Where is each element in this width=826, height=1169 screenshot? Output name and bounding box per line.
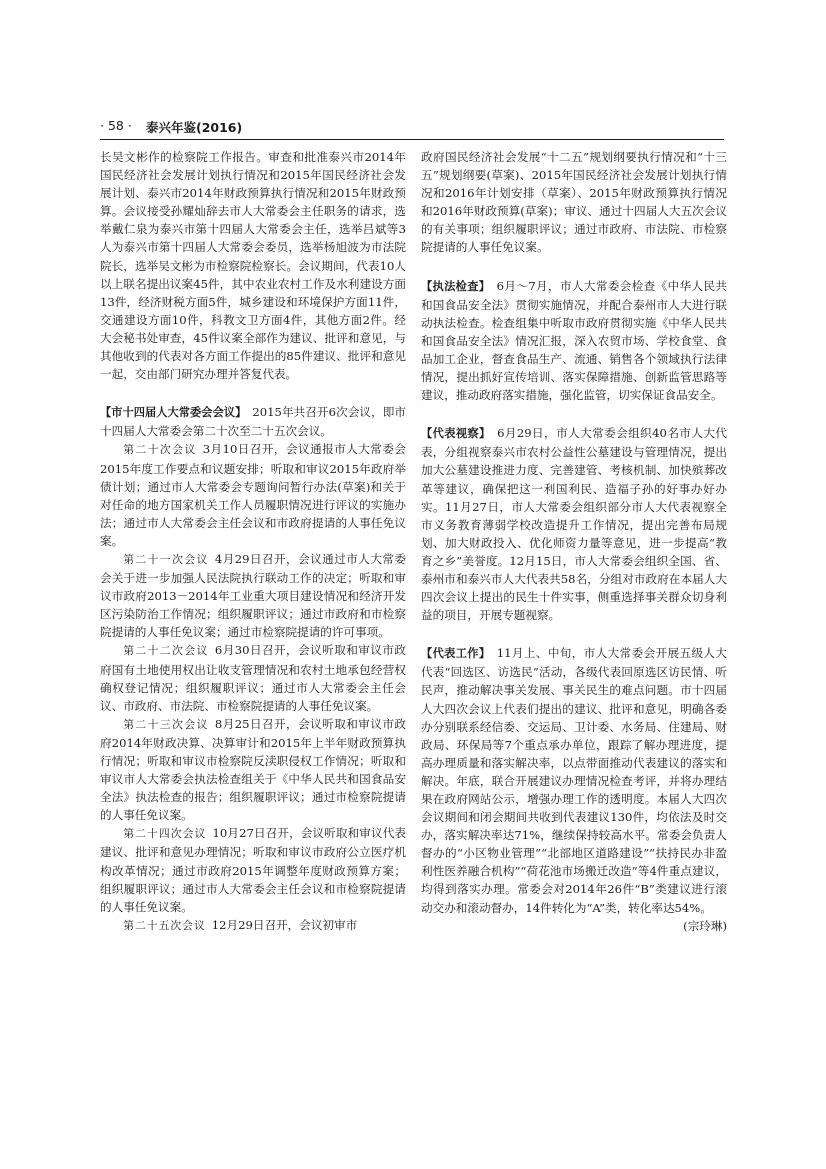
- meeting-text: 10月27日召开，会议听取和审议代表建议、批评和意见办理情况；听取和审议市政府公立医疗机构改革情况；通过市政府2015年调整年度财政预算方案；组织履职评议；通过市人大常委会主任会议和市检察院提请的人事任免议案。: [100, 826, 406, 914]
- meeting-22: [100, 641, 406, 714]
- meeting-text: 8月25日召开，会议听取和审议市政府2014年财政决算、决算审计和2015年上半年财政预算执行情况；听取和审议市检察院反渎职侵权工作情况；听取和审议市人大常委会执法检查组关于《中华人民共和国食品安全法》执法检查的报告；组织履职评议；通过市检察院提请的人事任免议案。: [100, 716, 407, 823]
- meeting-text: 3月10日召开，会议通报市人大常委会2015年度工作要点和议题安排；听取和审议2015年政府举债计划；通过市人大常委会专题询问暂行办法(草案)和关于对任命的地方国家机关工作人员履职情况进行评议的实施办法；通过市人大常委会主任会议和市政府提请的人事任免议案。: [100, 442, 407, 548]
- meeting-text: 6月30日召开，会议听取和审议市政府国有土地使用权出让收支管理情况和农村土地承包经营权确权登记情况；组织履职评议；通过市人大常委会主任会议、市政府、市法院、市检察院提请的人事任免议案。: [100, 643, 407, 713]
- section-title: 【代表工作】: [421, 647, 485, 661]
- section-standing-committee: [100, 403, 406, 440]
- meeting-text: 4月29日召开，会议通过市人大常委会关于进一步加强人民法院执行联动工作的决定；听取和审议市政府2013－2014年工业重大项目建设情况和经济开发区污染防治工作情况；组织履职评议；通过市政府和市检察院提请的人事任免议案；通过市检察院提请的许可事项。: [100, 551, 407, 640]
- meeting-label: 第二十五次会议: [123, 918, 206, 932]
- book-title: 泰兴年鉴(2016): [146, 120, 243, 135]
- section-title: 【代表视察】: [421, 427, 486, 441]
- meeting-label: 第二十二次会议: [123, 644, 209, 658]
- section-text: 6月～7月，市人大常委会检查《中华人民共和国食品安全法》贯彻实施情况，并配合泰州市人大进行联动执法检查。检查组集中听取市政府贯彻实施《中华人民共和国食品安全法》情况汇报，深入农贸市场、学校食堂、食品加工企业，督查食品生产、流通、销售各个领域执行法律情况，提出抓好宣传培训、落实保障措施、创新监管思路等建议，推动政府落实措施，强化监管，切实保证食品安全。: [421, 278, 727, 403]
- left-column: [100, 148, 406, 935]
- meeting-21: [100, 550, 406, 641]
- meeting-label: 第二十三次会议: [123, 717, 209, 731]
- author-credit: (宗玲琳): [683, 918, 727, 933]
- page-number: · 58 ·: [100, 118, 132, 133]
- meeting-25: [100, 916, 406, 935]
- right-column: [421, 148, 727, 935]
- paragraph: 长吴文彬作的检察院工作报告。审查和批准泰兴市2014年国民经济社会发展计划执行情况和2015年国民经济社会发展计划、泰兴市2014年财政预算执行情况和2015年财政预算。会议接受孙耀灿辞去市人大常委会主任职务的请求，选举戴仁泉为泰兴市第十四届人大常委会主任，选举吕斌等3人为泰兴市第十四届人大常委会委员，选举杨旭波为市法院院长，选举吴文彬为市检察院检察长。会议期间，代表10人以上联名提出议案45件，其中农业农村工作及水利建设方面13件，经济财税方面5件，城乡建设和环境保护方面11件，交通建设方面10件，科教文卫方面4件，其他方面2件。经大会秘书处审查，45件议案全部作为建议、批评和意见，与其他收到的代表对各方面工作提出的85件建议、批评和意见一起，交由部门研究办理并答复代表。: [100, 150, 406, 382]
- section-law-enforcement-inspection: [421, 277, 727, 405]
- meeting-text: 12月29日召开，会议初审市: [211, 917, 358, 932]
- section-deputy-work: [421, 644, 727, 933]
- meeting-label: 第二十次会议: [123, 443, 197, 457]
- section-text: 6月29日，市人大常委会组织40名市人大代表，分组视察泰兴市农村公益性公墓建设与管理情况，提出加大公墓建设推进力度、完善建管、考核机制、加快殡葬改革等建议，确保把这一利国利民、造福子孙的好事办好办实。11月27日，市人大常委会组织部分市人大代表视察全市义务教育薄弱学校改造提升工作情况，提出完善布局规划、加大财政投入、优化师资力量等意见，进一步提高“教育之乡”美誉度。12月15日，市人大常委会组织全国、省、泰州市和泰兴市人大代表共58名，分组对市政府在本届人大四次会议上提出的民生十件实事，侧重选择事关群众切身利益的项目，开展专题视察。: [421, 426, 727, 623]
- meeting-20: [100, 440, 406, 550]
- meeting-label: 第二十一次会议: [123, 552, 209, 566]
- section-text: 11月上、中旬，市人大常委会开展五级人大代表“回选区、访选民”活动，各级代表回原选区访民情、听民声，推动解决事关发展、事关民生的难点问题。市十四届人大四次会议上代表们提出的建议、批评和意见，明确各委办分别联系经信委、交运局、卫计委、水务局、住建局、财政局、环保局等7个重点承办单位，跟踪了解办理进度，提高办理质量和落实解决率，以点带面推动代表建议的落实和解决。年底，联合开展建议办理情况检查考评，并将办理结果在政府网站公示，增强办理工作的透明度。本届人大四次会议期间和闭会期间共收到代表建议130件，均依法及时交办，落实解决率达71%，继续保持较高水平。常委会负责人督办的“小区物业管理”“北部地区道路建设”“扶持民办非盈利性医养融合机构”“荷花池市场搬迁改造”等4件重点建议，均得到落实办理。常委会对2014年26件“B”类建议进行滚动交办和滚动督办，14件转化为“A”类，转化率达54%。: [421, 646, 727, 915]
- section-text: 2015年共召开6次会议，即市十四届人大常委会第二十次至二十五次会议。: [100, 405, 406, 439]
- header-rule: [100, 139, 724, 140]
- section-title: 【市十四届人大常委会会议】: [100, 406, 241, 420]
- meeting-label: 第二十四次会议: [123, 827, 207, 841]
- meeting-23: [100, 715, 406, 825]
- running-header: [100, 116, 724, 138]
- section-deputy-inspection: [421, 424, 727, 624]
- section-title: 【执法检查】: [421, 279, 485, 293]
- paragraph: 政府国民经济社会发展“十二五”规划纲要执行情况和“十三五”规划纲要(草案)、2015年国民经济社会发展计划执行情况和2016年计划安排（草案）、2015年财政预算执行情况和2016年财政预算(草案)；审议、通过十四届人大五次会议的有关事项；组织履职评议；通过市政府、市法院、市检察院提请的人事任免议案。: [421, 150, 727, 255]
- meeting-24: [100, 824, 406, 915]
